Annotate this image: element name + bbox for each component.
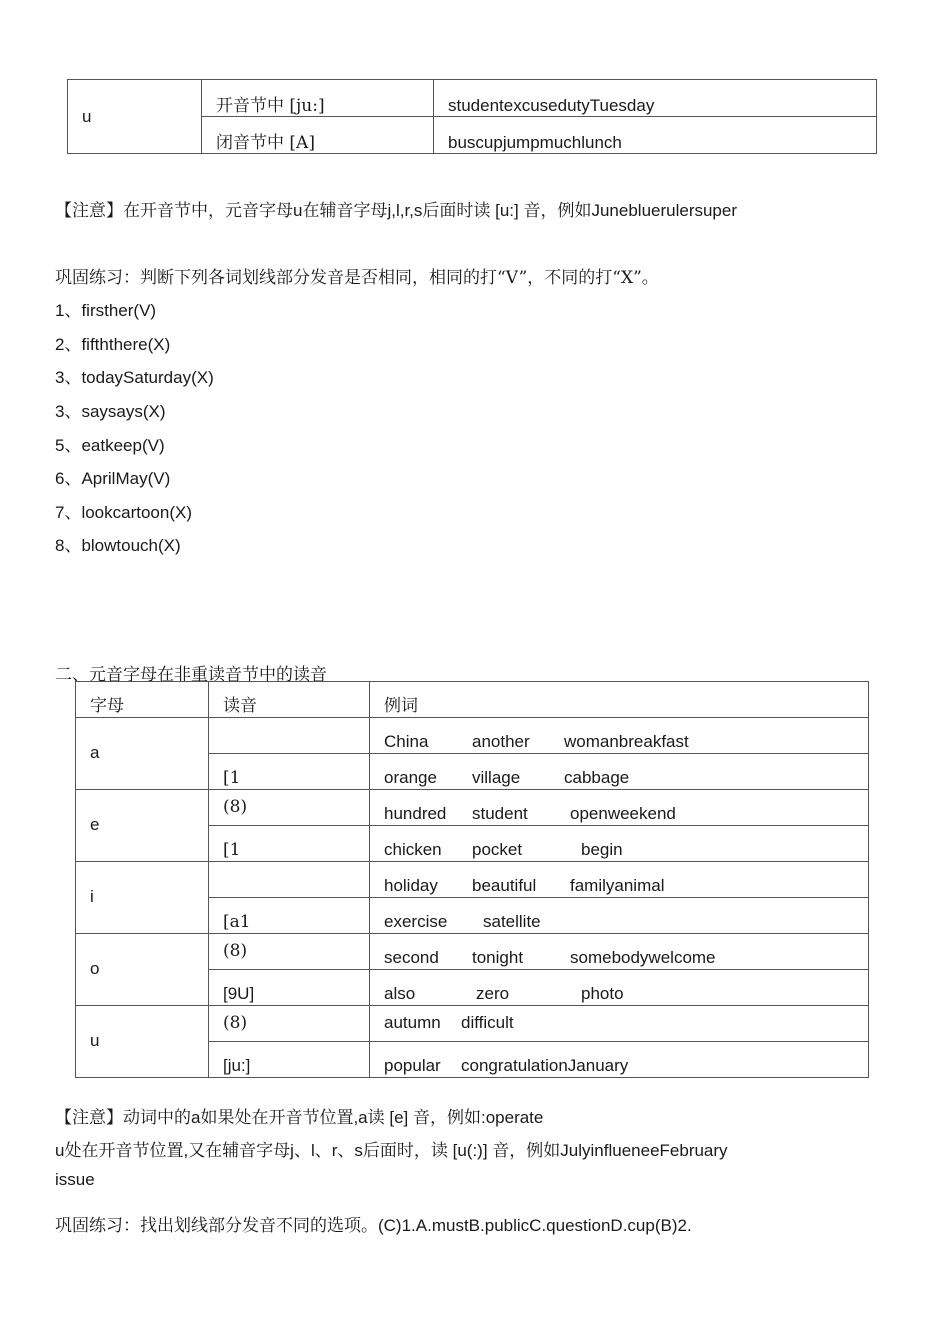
practice-item: 8、blowtouch(X) (55, 536, 181, 555)
example-word: chicken (384, 840, 442, 859)
examples-cell (370, 718, 869, 754)
sound-cell: [9U] (209, 970, 370, 1006)
sound-cell: (8) (209, 1006, 370, 1042)
letter-cell: u (76, 1006, 209, 1078)
sound-cell: [a1 (209, 898, 370, 934)
practice-item: 1、firsther(V) (55, 301, 157, 320)
note-2-line-2: u处在开音节位置,又在辅音字母j、l、r、s后面时，读 [u(:)] 音，例如JulyinflueneeFebruary (55, 1141, 728, 1160)
example-word: begin (581, 840, 623, 859)
sound-cell: (8) (209, 790, 370, 826)
unstressed-vowel-table (75, 681, 869, 1078)
letter-cell: o (76, 934, 209, 1006)
example-word: also (384, 984, 416, 1003)
examples-cell (370, 1006, 869, 1042)
sound-cell: [1 (209, 754, 370, 790)
example-word: village (472, 768, 521, 787)
examples-cell (370, 934, 869, 970)
example-word: familyanimal (570, 876, 665, 895)
table1-syllable: 闭音节中 [A] (202, 117, 434, 154)
example-word: another (472, 732, 530, 751)
practice-2: 巩固练习：找出划线部分发音不同的选项。(C)1.A.mustB.publicC.questionD.cup(B)2. (55, 1216, 692, 1235)
header-letter: 字母 (76, 682, 209, 718)
examples-cell (370, 754, 869, 790)
practice-item: 5、eatkeep(V) (55, 436, 165, 455)
example-word: pocket (472, 840, 523, 859)
examples-cell (370, 898, 869, 934)
examples-cell (370, 862, 869, 898)
example-word: beautiful (472, 876, 537, 895)
example-word: photo (581, 984, 624, 1003)
note-2-line-1: 【注意】动词中的a如果处在开音节位置,a读 [e] 音，例如:operate (55, 1108, 544, 1127)
examples-cell (370, 826, 869, 862)
examples-cell (370, 1042, 869, 1078)
section-2-title: 二、元音字母在非重读音节中的读音 (55, 665, 327, 685)
example-word: tonight (472, 948, 524, 967)
table1-examples: studentexcusedutyTuesday (434, 80, 877, 117)
note-2-line-3: issue (55, 1170, 95, 1189)
practice-1-title: 巩固练习：判断下列各词划线部分发音是否相同，相同的打“V”，不同的打“X”。 (55, 268, 659, 288)
practice-item: 3、todaySaturday(X) (55, 368, 214, 387)
letter-cell: e (76, 790, 209, 862)
example-word: orange (384, 768, 437, 787)
example-word: autumn (384, 1013, 441, 1032)
example-word: exercise (384, 912, 448, 931)
example-word: holiday (384, 876, 438, 895)
example-word: cabbage (564, 768, 630, 787)
examples-cell (370, 790, 869, 826)
example-word: difficult (461, 1013, 514, 1032)
example-word: zero (476, 984, 510, 1003)
vowel-u-table (67, 79, 877, 154)
practice-item: 6、AprilMay(V) (55, 469, 171, 488)
letter-cell: i (76, 862, 209, 934)
practice-item: 7、lookcartoon(X) (55, 503, 193, 522)
example-word: popular (384, 1056, 441, 1075)
practice-item: 3、saysays(X) (55, 402, 166, 421)
note-1: 【注意】在开音节中，元音字母u在辅音字母j,l,r,s后面时读 [u:] 音，例如Junebluerulersuper (55, 201, 738, 220)
sound-cell: [1 (209, 826, 370, 862)
example-word: student (472, 804, 528, 823)
table1-syllable: 开音节中 [ju:] (202, 80, 434, 117)
letter-cell: a (76, 718, 209, 790)
sound-cell: [ju:] (209, 1042, 370, 1078)
sound-cell: (8) (209, 934, 370, 970)
table1-examples: buscupjumpmuchlunch (434, 117, 877, 154)
header-examples: 例词 (370, 682, 869, 718)
header-sound: 读音 (209, 682, 370, 718)
example-word: congratulationJanuary (461, 1056, 629, 1075)
sound-cell (209, 862, 370, 898)
practice-item: 2、fifththere(X) (55, 335, 171, 354)
table1-letter: u (68, 80, 202, 154)
example-word: satellite (483, 912, 541, 931)
examples-cell (370, 970, 869, 1006)
sound-cell (209, 718, 370, 754)
example-word: somebodywelcome (570, 948, 716, 967)
example-word: China (384, 732, 429, 751)
example-word: second (384, 948, 439, 967)
example-word: womanbreakfast (564, 732, 689, 751)
example-word: openweekend (570, 804, 676, 823)
example-word: hundred (384, 804, 447, 823)
